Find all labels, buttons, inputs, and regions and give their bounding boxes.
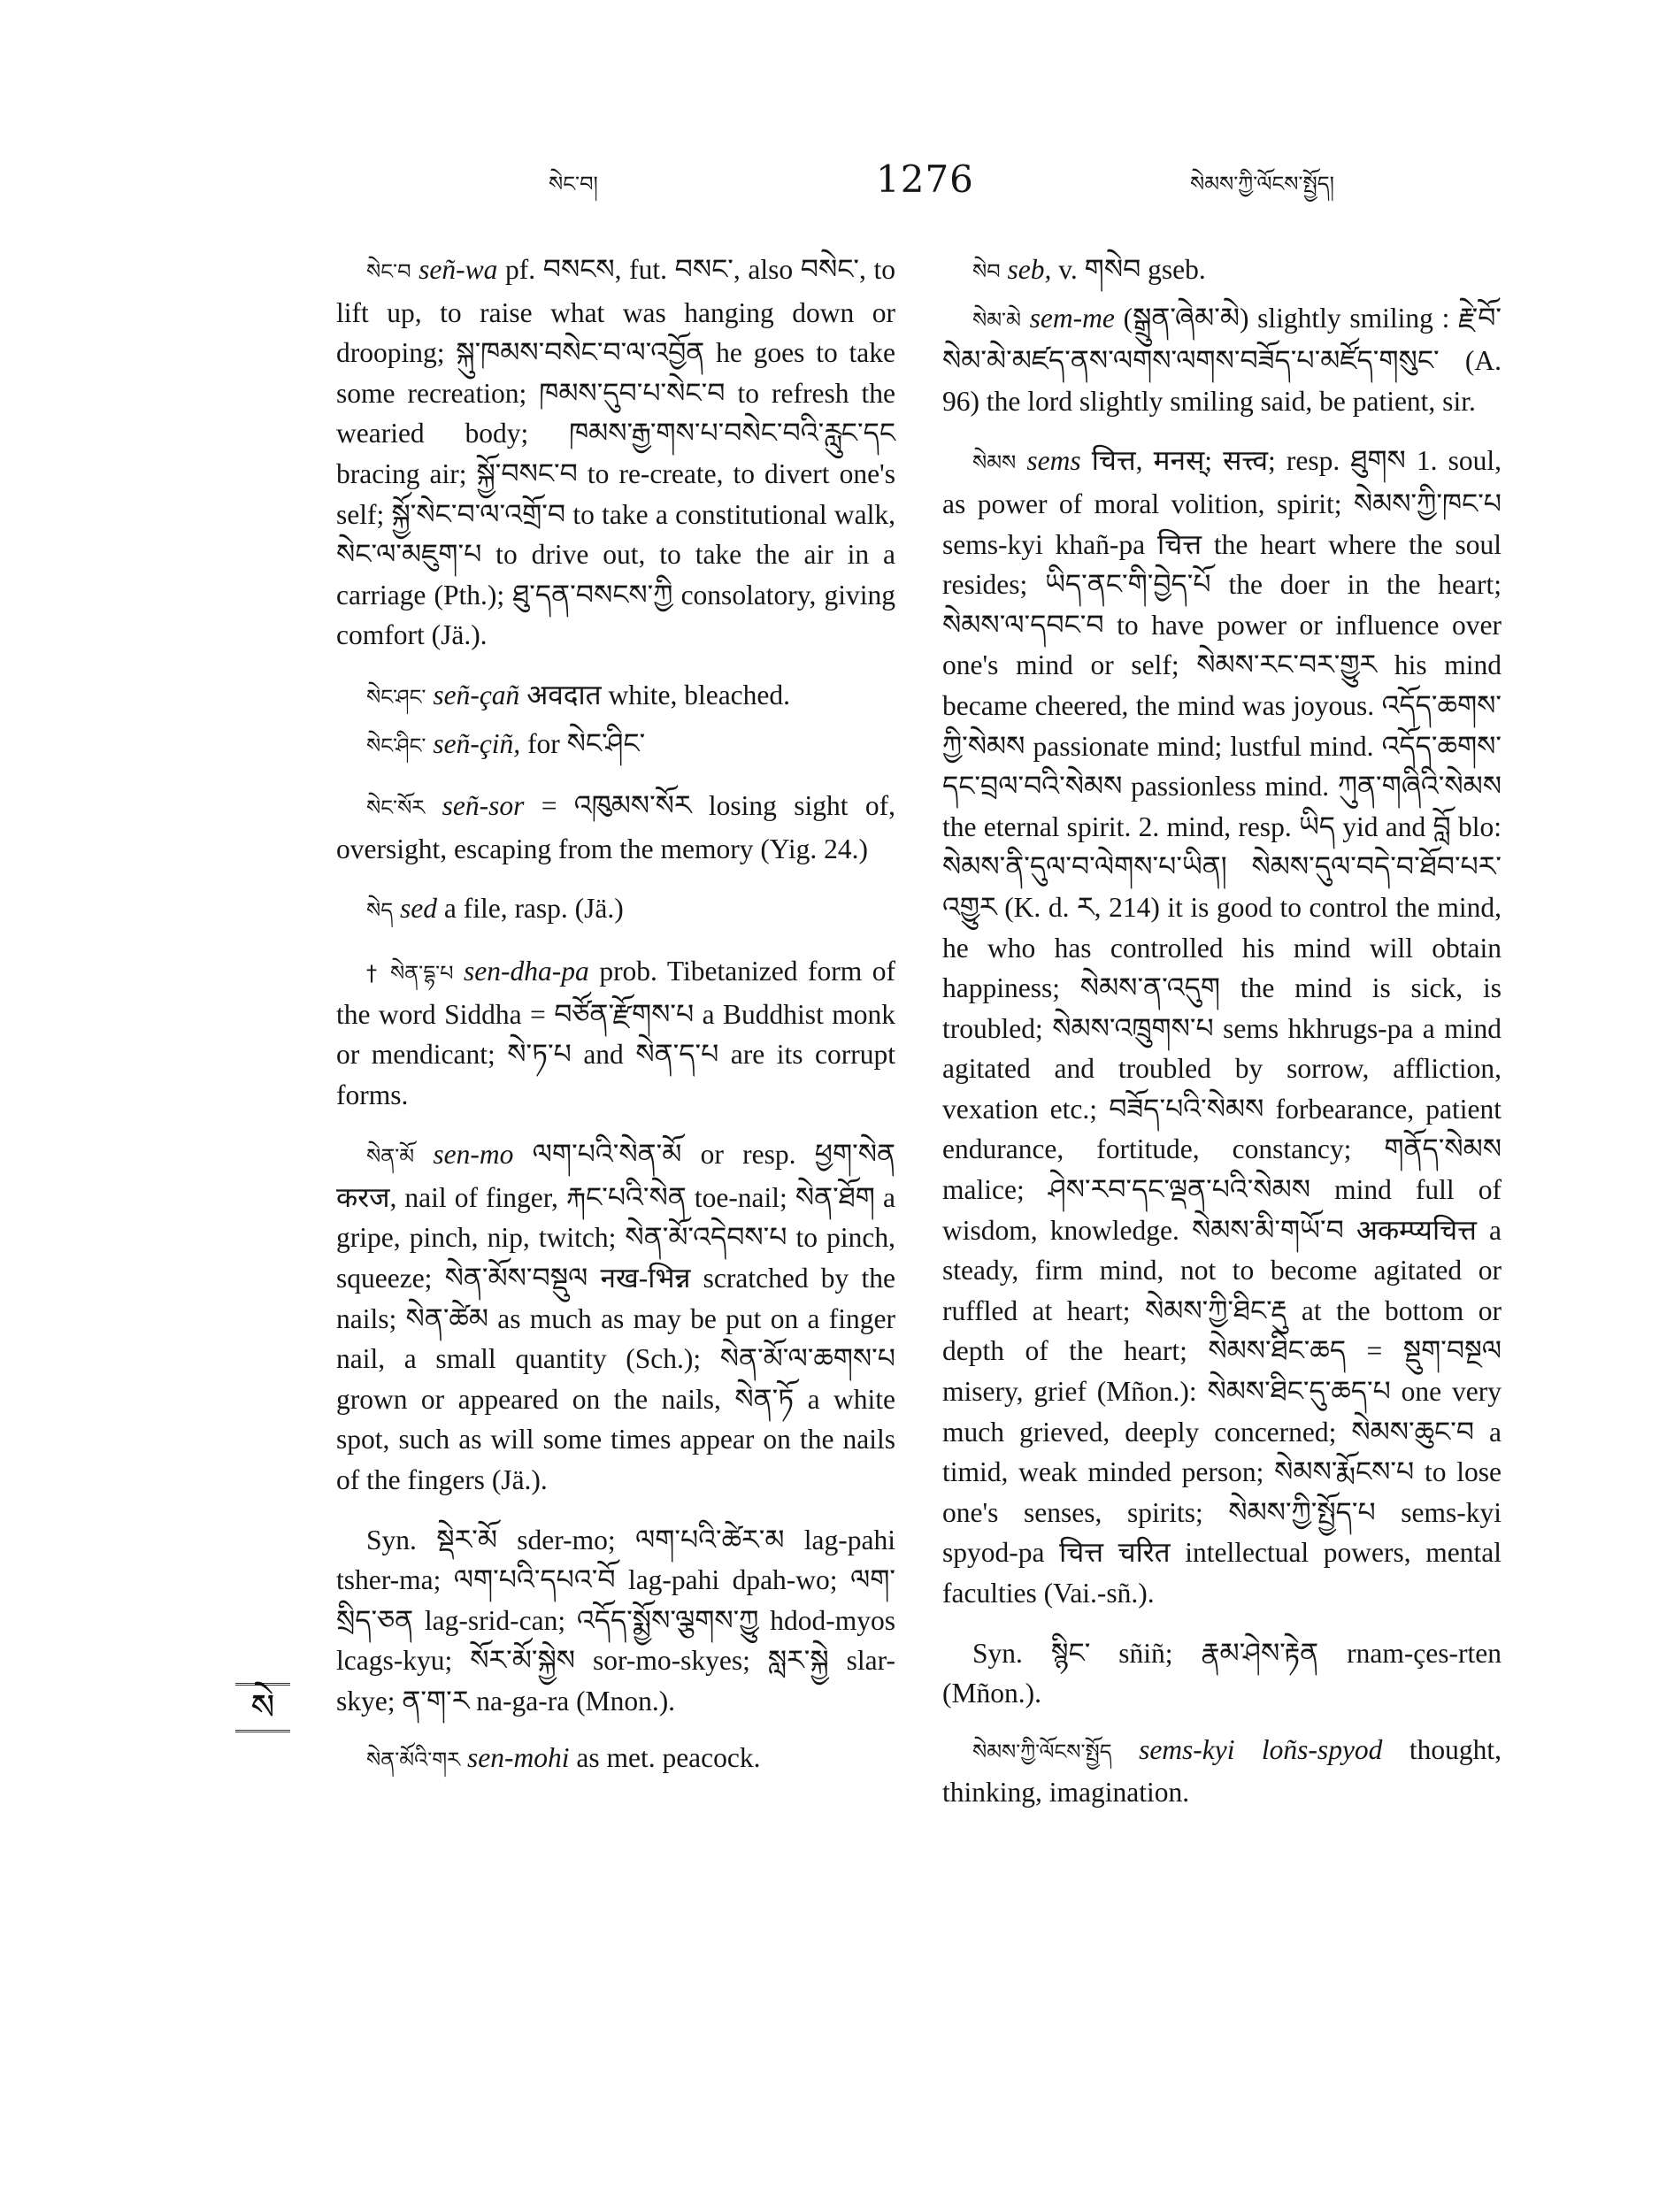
entry-transliteration: sen-dha-pa bbox=[464, 955, 589, 987]
entry-transliteration: sems-kyi loñs-spyod bbox=[1139, 1733, 1383, 1765]
entry-sed bbox=[336, 888, 895, 932]
entry-definition: for སེང་ཤིང་ bbox=[527, 727, 646, 759]
syn-label: Syn. bbox=[972, 1637, 1023, 1669]
entry-headword: སེན་མོ bbox=[366, 1144, 415, 1170]
entry-transliteration: sed bbox=[399, 893, 437, 925]
synonyms-sen-mo bbox=[336, 1520, 895, 1722]
entry-definition: = འཁུམས་སོར losing sight of, oversight, escaping from the memory (Yig. 24.) bbox=[336, 790, 895, 864]
entry-headword: སེང་བ bbox=[366, 259, 411, 284]
entry-headword: སེང་སོར bbox=[366, 795, 426, 821]
entry-definition: thought, thinking, imagination. bbox=[942, 1733, 1502, 1809]
header-right-word: སེམས་ཀྱི་ལོངས་སྤྱོད། bbox=[1190, 172, 1334, 196]
entry-definition: a file, rasp. (Jä.) bbox=[443, 893, 624, 925]
entry-transliteration: señ-wa bbox=[419, 254, 498, 285]
left-column bbox=[336, 250, 895, 1800]
entry-definition: v. གསེབ gseb. bbox=[1058, 254, 1206, 285]
entry-headword: སེང་ཤིང་ bbox=[366, 733, 426, 758]
entry-headword: སེམས bbox=[972, 450, 1017, 476]
synonyms-sems bbox=[942, 1633, 1502, 1714]
entry-definition: (སྒྲུན་ཞེམ་མེ) slightly smiling : རྗེ་བོ་སེམ་མེ་མཛད་ནས་ལགས་ལགས་བཟོད་པ་མཛོད་གསུང་ (A. 96) the lord slightly smiling said, be patient, sir. bbox=[942, 302, 1502, 417]
entry-sen-mohi bbox=[336, 1738, 895, 1781]
entry-definition: prob. Tibetanized form of the word Siddha = བཙོན་རྫོགས་པ a Buddhist monk or mendicant; སེ་ཏ་པ and སེན་ད་པ are its corrupt forms. bbox=[336, 955, 895, 1110]
running-header bbox=[0, 157, 1659, 214]
entry-transliteration: sen-mo bbox=[433, 1139, 514, 1171]
entry-seng-wa bbox=[336, 250, 895, 656]
entry-transliteration: señ-çañ bbox=[433, 679, 520, 710]
entry-sen-mo bbox=[336, 1134, 895, 1500]
entry-sems bbox=[942, 441, 1502, 1613]
entry-transliteration: señ-sor bbox=[442, 790, 525, 822]
entry-seb bbox=[942, 250, 1502, 293]
entry-definition: ལག་པའི་སེན་མོ or resp. ཕྱག་སེན करज, nail of finger, རྐང་པའི་སེན toe-nail; སེན་ཐོག a gripe, pinch, nip, twitch; སེན་མོ་འདེབས་པ to pinch, squeeze; སེན་མོས་བསྡུལ नख-भिन्न scratched by the nails; སེན་ཚེམ as much as may be put on a finger nail, a small quantity (Sch.); སེན་མོ་ལ་ཆགས་པ grown or appeared on the nails, སེན་ཏོ a white spot, such as will some times appear on the nails of the fingers (Jä.). bbox=[336, 1139, 896, 1496]
page-number: 1276 bbox=[876, 157, 974, 201]
entry-transliteration: señ-çiñ, bbox=[433, 727, 521, 759]
entry-definition: pf. བསངས, fut. བསང་, also བསེང་, to lift up, to raise what was hanging down or drooping; སྐུ་ཁམས་བསེང་བ་ལ་འབྱོན he goes to take some recreation; ཁམས་དུབ་པ་སེང་བ to refresh the wearied body; ཁམས་རྒྱ་གས་པ་བསེང་བའི་རླུང་དང bracing air; སྐྱོ་བསང་བ to re-create, to divert one's self; སྐྱོ་སེང་བ་ལ་འགྲོ་བ to take a constitutional walk, སེང་ལ་མཇུག་པ to drive out, to take the air in a carriage (Pth.); ཐུ་དན་བསངས་ཀྱི consolatory, giving comfort (Jä.). bbox=[336, 254, 896, 651]
entry-seng-sor bbox=[336, 786, 895, 869]
entry-headword: སེམས་ཀྱི་ལོངས་སྤྱོད bbox=[972, 1739, 1112, 1764]
entry-headword: † སེན་དྷ་པ bbox=[366, 960, 454, 986]
entry-headword: སེན་མོའི་གར bbox=[366, 1747, 461, 1772]
entry-definition: अवदात white, bleached. bbox=[526, 679, 791, 710]
syn-text: སྙིང་ sñiñ; རྣམ་ཤེས་རྟེན rnam-çes-rten (Mñon.). bbox=[942, 1637, 1502, 1709]
entry-sen-dha-pa bbox=[336, 951, 895, 1115]
right-column bbox=[942, 250, 1502, 1832]
entry-sem-me bbox=[942, 298, 1502, 422]
entry-headword: སེད bbox=[366, 898, 394, 924]
entry-seng-cang bbox=[336, 675, 895, 718]
header-left-word: སེང་བ། bbox=[549, 172, 598, 196]
entry-definition: as met. peacock. bbox=[576, 1741, 761, 1773]
entry-transliteration: seb, bbox=[1007, 254, 1052, 285]
syn-text: སྡེར་མོ sder-mo; ལག་པའི་ཚེར་མ lag-pahi tsher-ma; ལག་པའི་དཔའ་བོ lag-pahi dpah-wo; ལག་སྲིད་ཅན lag-srid-can; འདོད་སྨྱོས་ལྕགས་ཀྱུ hdod-myos lcags-kyu; སོར་མོ་སྐྱེས sor-mo-skyes; སླར་སྐྱེ slar-skye; ན་ག་ར na-ga-ra (Mnon.). bbox=[336, 1524, 896, 1717]
entry-transliteration: sems bbox=[1026, 445, 1081, 477]
entry-transliteration: sen-mohi bbox=[466, 1741, 570, 1773]
syn-label: Syn. bbox=[366, 1524, 417, 1555]
entry-transliteration: sem-me bbox=[1029, 302, 1115, 334]
entry-headword: སེབ bbox=[972, 259, 1001, 284]
entry-definition: चित्त, मनस्; सत्त्व; resp. ཐུགས 1. soul, as power of moral volition, spirit; སེམས་ཀྱི་ཁང་པ sems-kyi khañ-pa चित्त the heart where the soul resides; ཡིད་ནང་གི་བྱེད་པོ the doer in the heart; སེམས་ལ་དབང་བ to have power or influence over one's mind or self; སེམས་རང་བར་གྱུར his mind became cheered, the mind was joyous. འདོད་ཆགས་ཀྱི་སེམས passionate mind; lustful mind. འདོད་ཆགས་དང་བྲལ་བའི་སེམས passionless mind. ཀུན་གཞིའི་སེམས the eternal spirit. 2. mind, resp. ཡིད yid and བློ blo: སེམས་ནི་དུལ་བ་ལེགས་པ་ཡིན། སེམས་དུལ་བདེ་བ་ཐོབ་པར་འགྱུར (K. d. ར, 214) it is good to control the mind, he who has controlled his mind will obtain happiness; སེམས་ན་འདུག the mind is sick, is troubled; སེམས་འཁྲུགས་པ sems hkhrugs-pa a mind agitated and troubled by sorrow, affliction, vexation etc.; བཟོད་པའི་སེམས forbearance, patient endurance, fortitude, constancy; གནོད་སེམས malice; ཤེས་རབ་དང་ལྡན་པའི་སེམས mind full of wisdom, knowledge. སེམས་མི་གཡོ་བ अकम्प्यचित्त a steady, firm mind, not to become agitated or ruffled at heart; སེམས་ཀྱི་ཐིང་རྡུ at the bottom or depth of the heart; སེམས་ཐིང་ཆད = སྡུག་བསྔལ misery, grief (Mñon.): སེམས་ཐིང་དུ་ཆད་པ one very much grieved, deeply concerned; སེམས་ཆུང་བ a timid, weak minded person; སེམས་རྨོངས་པ to lose one's senses, spirits; སེམས་ཀྱི་སྤྱོད་པ sems-kyi spyod-pa चित्त चरित intellectual powers, mental faculties (Vai.-sñ.). bbox=[942, 445, 1502, 1609]
entry-headword: སེང་ཤང་ bbox=[366, 684, 426, 710]
entry-sems-kyi-longs-spyod bbox=[942, 1730, 1502, 1813]
entry-seng-cing bbox=[336, 724, 895, 767]
entry-headword: སེམ་མེ bbox=[972, 307, 1021, 333]
margin-letter-mark: སེ bbox=[235, 1683, 290, 1732]
